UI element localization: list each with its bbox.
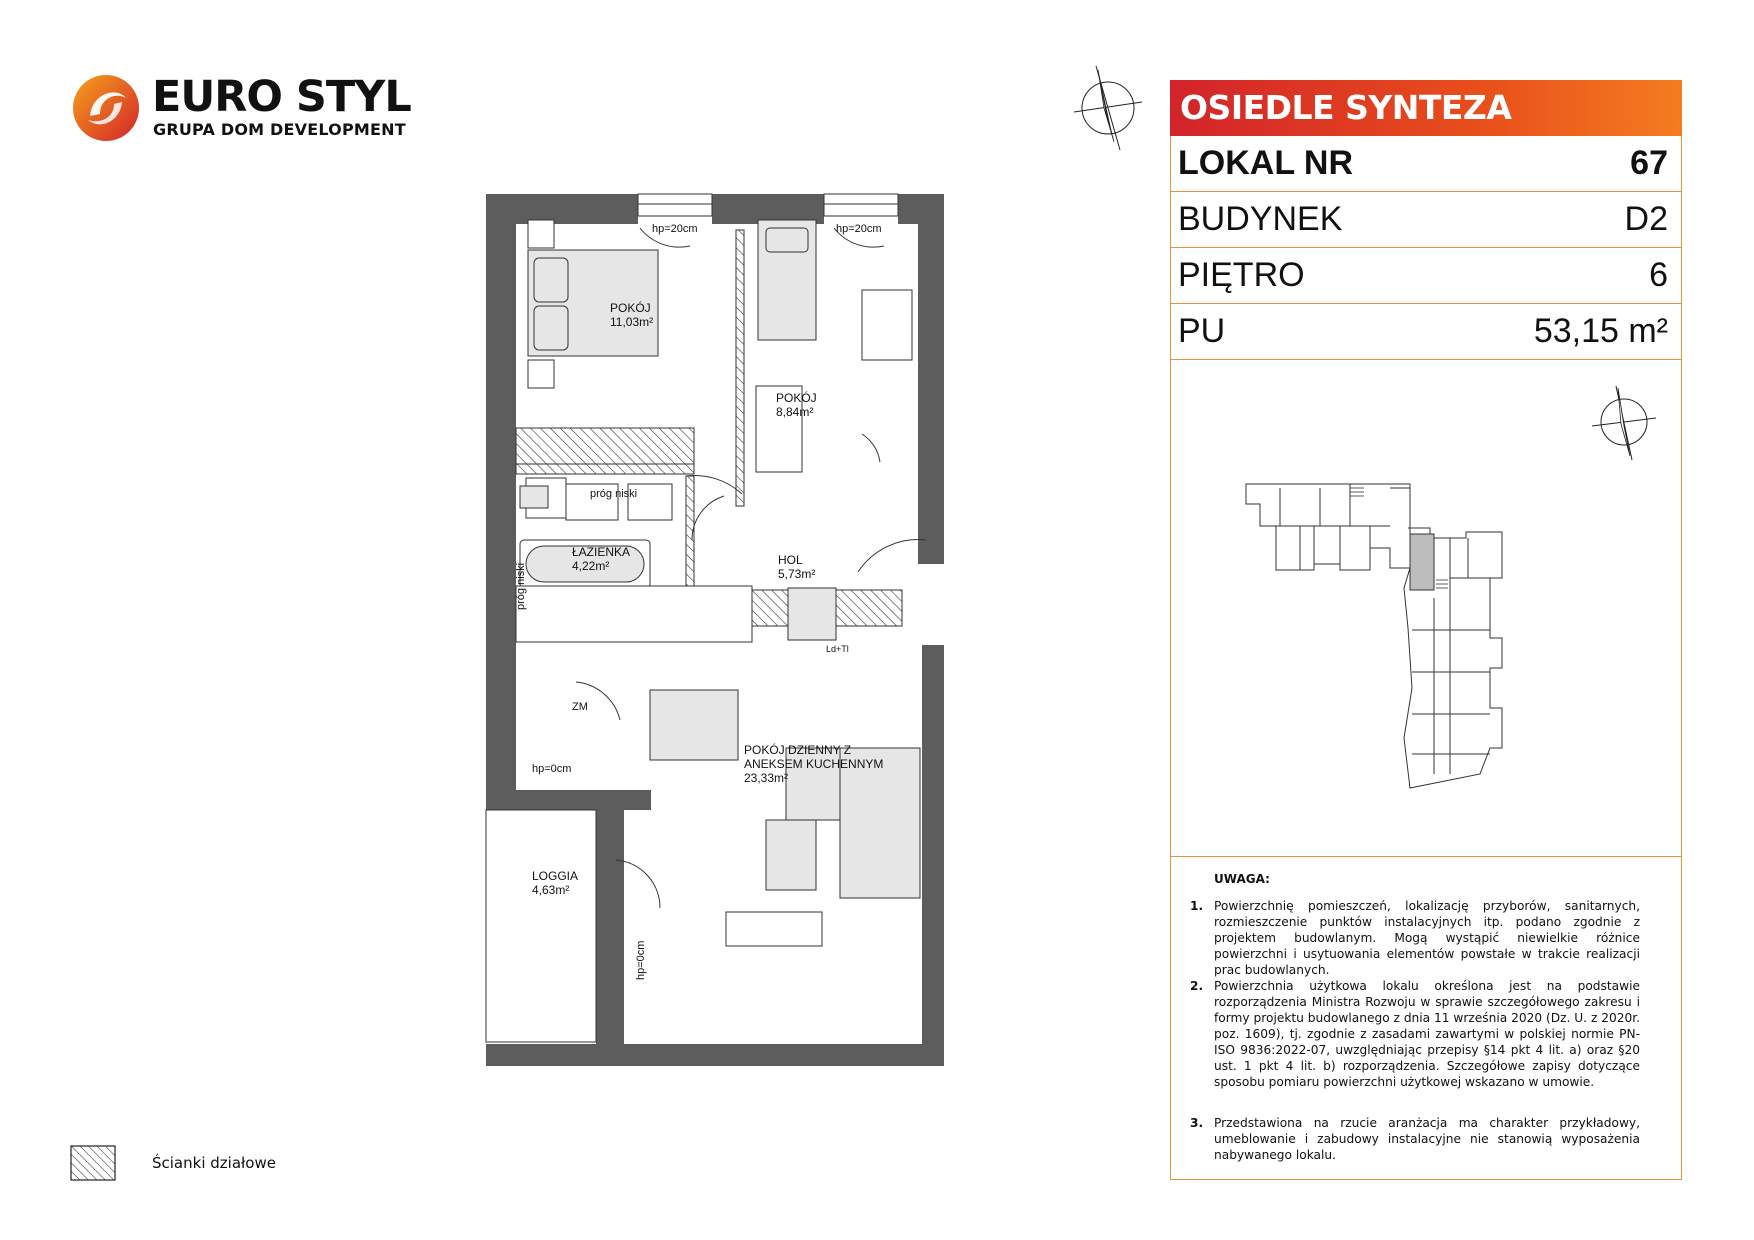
note-item [1190, 1115, 1640, 1163]
room-area: 11,03m² [610, 315, 654, 329]
brand-name: EURO STYL [152, 72, 411, 122]
row-value: 67 [1630, 144, 1668, 182]
euro-styl-logo-icon [70, 72, 142, 144]
window-height-label: hp=20cm [652, 223, 698, 235]
door-height-label: hp=0cm [532, 763, 572, 775]
room-name: POKÓJ [610, 301, 651, 315]
row-label: PIĘTRO [1178, 256, 1305, 294]
row-label: PU [1178, 312, 1226, 350]
note-text: Przedstawiona na rzucie aranżacja ma charakter przykładowy, umeblowanie i zabudowy instalacyjne nie stanowią wyposażenia nabywanego lokalu. [1214, 1116, 1640, 1162]
row-value: 6 [1649, 256, 1668, 294]
door-height-label: hp=0cm [635, 940, 647, 980]
note-item [1190, 978, 1640, 1090]
building-key-plan [1240, 478, 1530, 808]
floor-row [1170, 248, 1682, 304]
room-area: 4,22m² [572, 559, 610, 573]
threshold-label: próg niski [515, 562, 527, 610]
room-name: LOGGIA [532, 869, 579, 883]
row-label: LOKAL NR [1178, 144, 1354, 182]
threshold-label: próg niski [590, 488, 638, 500]
fridge-label: Ld+Tl [826, 644, 849, 654]
brand-tagline: GRUPA DOM DEVELOPMENT [153, 120, 406, 139]
key-plan-north-arrow-icon [1586, 382, 1664, 464]
note-text: Powierzchnię pomieszczeń, lokalizację przyborów, sanitarnych, rozmieszczenie punktów instalacyjnych itp. podano zgodnie z projektem budowlanym. Mogą wystąpić niewielkie różnice powierzchni i usytuowania elementów powstałe w trakcie realizacji prac budowlanych. [1214, 899, 1640, 977]
unit-number-row [1170, 136, 1682, 192]
room-name: ANEKSEM KUCHENNYM [744, 757, 884, 771]
note-number: 2. [1190, 979, 1204, 993]
room-name: HOL [778, 553, 803, 567]
room-name: POKÓJ [776, 391, 817, 405]
legend-label: Ścianki działowe [152, 1154, 276, 1172]
room-area: 23,33m² [744, 771, 789, 785]
row-value: D2 [1624, 200, 1668, 238]
floor-plan [480, 190, 950, 1070]
notes-divider [1170, 856, 1682, 857]
estate-name: OSIEDLE SYNTEZA [1180, 88, 1512, 127]
note-number: 1. [1190, 899, 1204, 913]
hatched-wall-legend-icon [70, 1145, 116, 1181]
note-number: 3. [1190, 1116, 1204, 1130]
north-arrow-icon [1068, 62, 1154, 154]
window-height-label: hp=20cm [836, 223, 882, 235]
note-item [1190, 898, 1640, 978]
row-value: 53,15 m² [1533, 312, 1668, 350]
room-area: 8,84m² [776, 405, 814, 419]
note-text: Powierzchnia użytkowa lokalu określona jest na podstawie rozporządzenia Ministra Rozwoju w sprawie szczegółowego zakresu i formy projektu budowlanego z dnia 11 września 2020 (Dz. U. z 2020r. poz. 1609), tj. zgodnie z zasadami zawartymi w polskiej normie PN-ISO 9836:2022-07, uwzględniając przepisy §14 pkt 4 lit. a) oraz §20 ust. 1 pkt 4 lit. b) rozporządzenia. Szczegółowe zapisy dotyczące sposobu pomiaru powierzchni użytkowej wskazano w umowie. [1214, 979, 1640, 1089]
row-label: BUDYNEK [1178, 200, 1343, 238]
building-row [1170, 192, 1682, 248]
room-name: ŁAZIENKA [572, 545, 631, 559]
room-area: 5,73m² [778, 567, 816, 581]
estate-header [1170, 80, 1682, 136]
washer-label: ZM [572, 701, 588, 713]
usable-area-row [1170, 304, 1682, 360]
notes-heading: UWAGA: [1214, 872, 1270, 886]
room-area: 4,63m² [532, 883, 570, 897]
room-name: POKÓJ DZIENNY Z [744, 743, 852, 757]
